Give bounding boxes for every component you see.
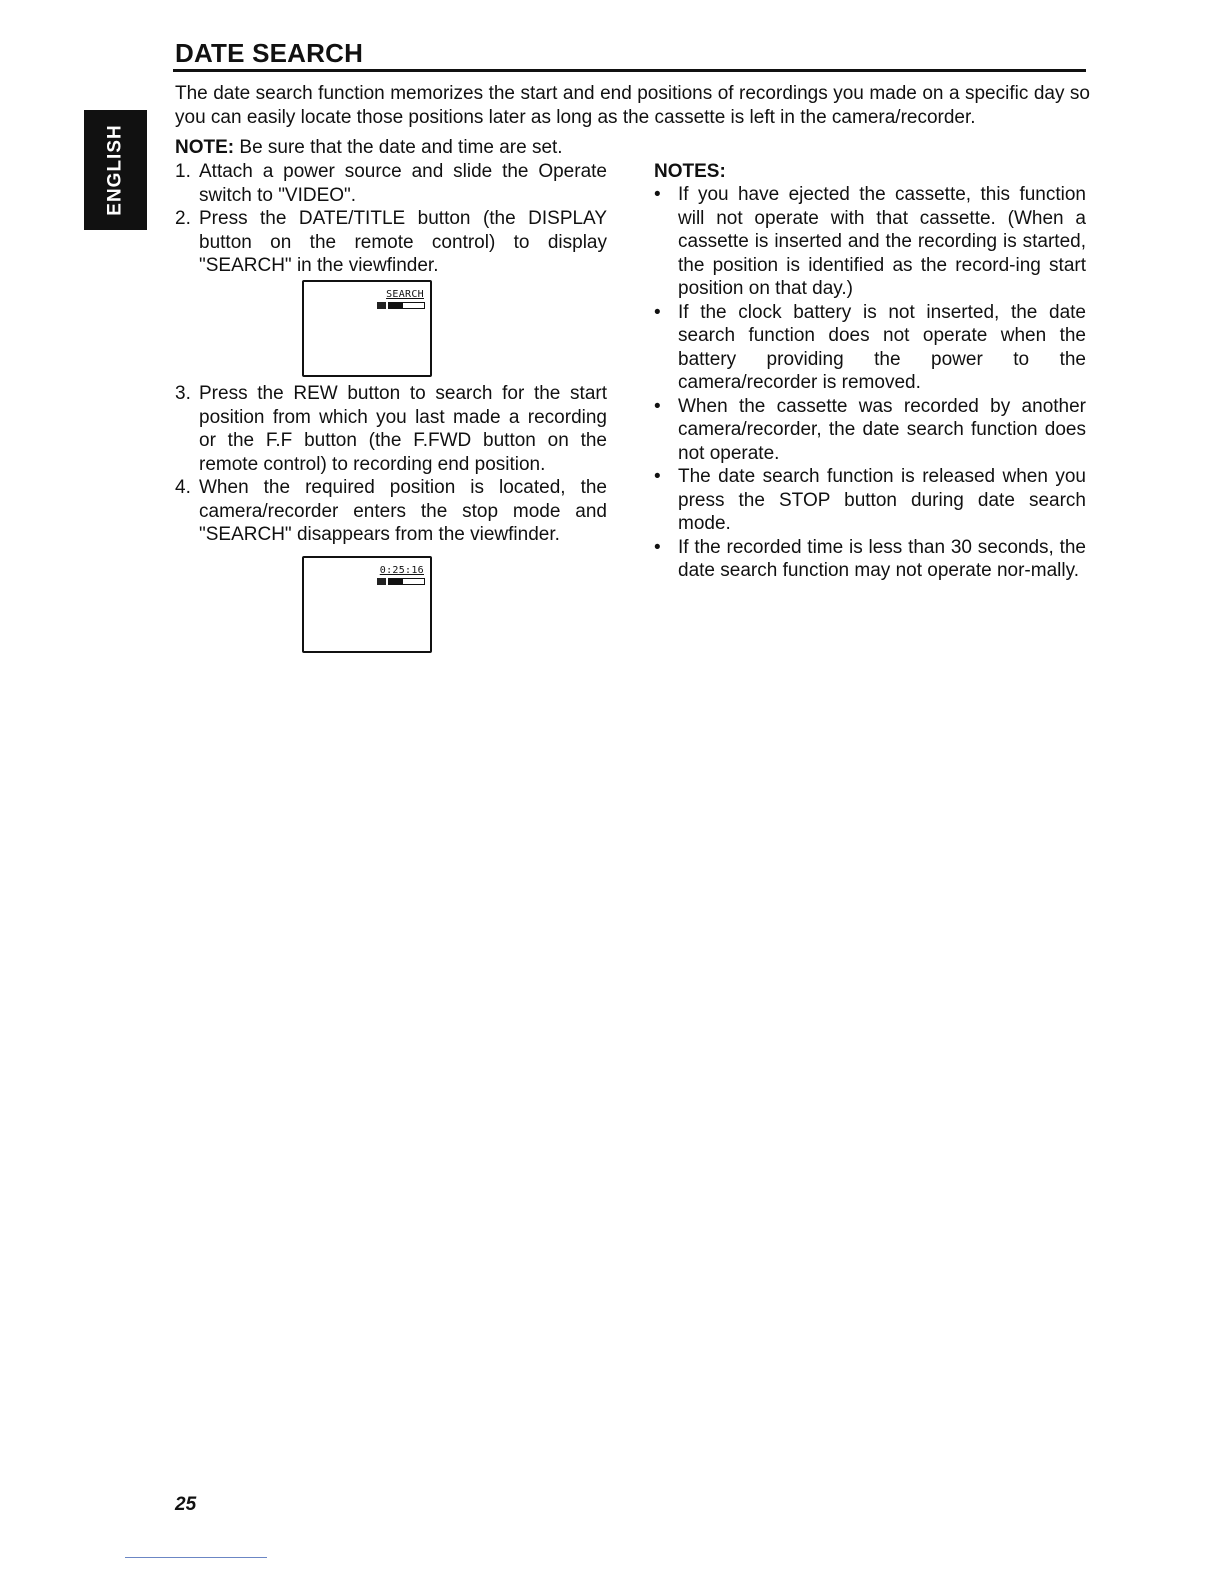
- tape-remaining-indicator: [377, 302, 425, 309]
- step-item: [175, 207, 607, 278]
- steps-list-top: [175, 160, 607, 278]
- note-item: • If you have ejected the cassette, this function will not operate with that cassette. (When a cassette is inserted and the recording is started, the position is identified as the record-ing start position on that day.): [654, 183, 1086, 301]
- viewfinder-display-text: 0:25:16: [379, 565, 424, 576]
- page-title: DATE SEARCH: [175, 38, 364, 68]
- tape-remaining-fill: [389, 303, 403, 308]
- step-number: 1.: [175, 161, 191, 182]
- step-text: Press the REW button to search for the start position from which you last made a recording or the F.F button (the F.FWD button on the remote control) to recording end position.: [199, 383, 607, 475]
- viewfinder-display-text: SEARCH: [386, 289, 424, 300]
- note-item: • When the cassette was recorded by another camera/recorder, the date search function does not operate.: [654, 395, 1086, 466]
- cassette-icon: [377, 578, 386, 585]
- step-number: 3.: [175, 383, 191, 404]
- note-line: [175, 136, 563, 160]
- viewfinder-illustration-search: [302, 280, 432, 377]
- notes-heading: NOTES:: [654, 161, 726, 182]
- step-item: [175, 476, 607, 547]
- page-number: 25: [175, 1494, 197, 1515]
- note-item: • The date search function is released when you press the STOP button during date search mode.: [654, 465, 1086, 536]
- title-underline: [173, 69, 1086, 72]
- viewfinder-illustration-counter: [302, 556, 432, 653]
- intro-paragraph: The date search function memorizes the start and end positions of recordings you made on a specific day so you can easily locate those positions later as long as the cassette is left in the camera/recorder.: [175, 83, 1090, 128]
- footer-divider: [125, 1557, 267, 1558]
- language-tab: [84, 110, 147, 230]
- note-item: • If the recorded time is less than 30 seconds, the date search function may not operate nor-mally.: [654, 536, 1086, 583]
- step-item: [175, 382, 607, 476]
- step-item: [175, 160, 607, 207]
- cassette-icon: [377, 302, 386, 309]
- steps-list-bottom: [175, 382, 607, 547]
- tape-remaining-bar: [388, 578, 425, 585]
- note-item: • If the clock battery is not inserted, the date search function does not operate when the battery providing the power to the camera/recorder is removed.: [654, 301, 1086, 395]
- step-text: Press the DATE/TITLE button (the DISPLAY button on the remote control) to display "SEARCH" in the viewfinder.: [199, 208, 607, 276]
- tape-remaining-fill: [389, 579, 403, 584]
- step-text: Attach a power source and slide the Operate switch to "VIDEO".: [199, 161, 607, 206]
- step-number: 2.: [175, 208, 191, 229]
- step-text: When the required position is located, the camera/recorder enters the stop mode and "SEARCH" disappears from the viewfinder.: [199, 477, 607, 545]
- step-number: 4.: [175, 477, 191, 498]
- language-tab-label: ENGLISH: [104, 124, 126, 216]
- notes-list: [654, 183, 1086, 583]
- note-label: NOTE:: [175, 137, 235, 158]
- tape-remaining-indicator: [377, 578, 425, 585]
- tape-remaining-bar: [388, 302, 425, 309]
- note-text: Be sure that the date and time are set.: [239, 137, 563, 158]
